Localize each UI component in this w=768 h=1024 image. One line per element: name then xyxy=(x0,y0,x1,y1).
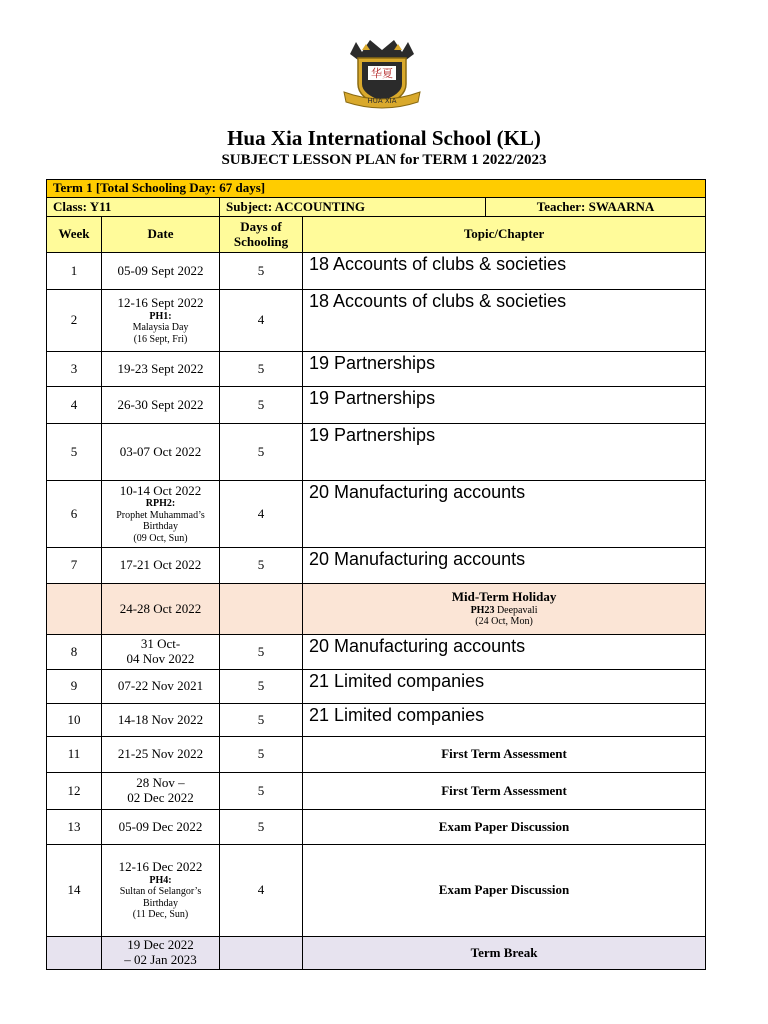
topic-cell: First Term Assessment xyxy=(303,737,706,773)
topic-cell: Exam Paper Discussion xyxy=(303,845,706,937)
date-text: 28 Nov – xyxy=(136,775,185,791)
table-row xyxy=(47,253,706,290)
public-holiday-text: Sultan of Selangor’s xyxy=(119,886,202,898)
teacher-label: Teacher: SWAARNA xyxy=(486,198,706,217)
days-cell: 5 xyxy=(220,548,303,584)
days-cell: 5 xyxy=(220,387,303,424)
date-text: 04 Nov 2022 xyxy=(126,651,195,666)
date-cell: 05-09 Sept 2022 xyxy=(102,253,220,290)
public-holiday-date: (16 Sept, Fri) xyxy=(133,333,188,345)
topic-cell: 19 Partnerships xyxy=(303,424,706,481)
topic-cell: 18 Accounts of clubs & societies xyxy=(303,253,706,290)
days-cell: 5 xyxy=(220,670,303,704)
week-cell: 3 xyxy=(47,352,102,387)
week-cell: 7 xyxy=(47,548,102,584)
date-cell xyxy=(102,937,220,970)
date-cell xyxy=(102,845,220,937)
school-crest-logo xyxy=(340,40,424,112)
holiday-cell xyxy=(303,584,706,635)
date-text: 31 Oct- xyxy=(140,636,181,652)
table-row xyxy=(47,290,706,352)
date-cell: 03-07 Oct 2022 xyxy=(102,424,220,481)
week-cell: 2 xyxy=(47,290,102,352)
days-cell: 4 xyxy=(220,290,303,352)
crest-ribbon-text: HUA XIA xyxy=(367,97,397,105)
days-cell: 5 xyxy=(220,253,303,290)
school-name: Hua Xia International School (KL) xyxy=(227,126,541,150)
public-holiday-date: (11 Dec, Sun) xyxy=(132,909,189,921)
week-cell: 12 xyxy=(47,773,102,810)
topic-cell: Term Break xyxy=(303,937,706,970)
week-cell: 11 xyxy=(47,737,102,773)
date-text: 10-14 Oct 2022 xyxy=(119,482,202,498)
days-cell: 5 xyxy=(220,810,303,845)
week-cell: 13 xyxy=(47,810,102,845)
date-text: 12-16 Dec 2022 xyxy=(118,859,203,875)
days-cell: 5 xyxy=(220,352,303,387)
col-topic-header: Topic/Chapter xyxy=(303,217,706,253)
days-cell: 5 xyxy=(220,737,303,773)
col-week-header: Week xyxy=(47,217,102,253)
holiday-row xyxy=(47,584,706,635)
days-cell: 5 xyxy=(220,424,303,481)
date-cell: 19-23 Sept 2022 xyxy=(102,352,220,387)
table-row xyxy=(47,635,706,670)
lesson-plan-table xyxy=(46,179,706,970)
topic-cell: 21 Limited companies xyxy=(303,670,706,704)
week-cell: 5 xyxy=(47,424,102,481)
public-holiday-text: Birthday xyxy=(143,897,178,909)
date-cell: 14-18 Nov 2022 xyxy=(102,704,220,737)
week-cell: 14 xyxy=(47,845,102,937)
topic-cell: 20 Manufacturing accounts xyxy=(303,548,706,584)
table-row xyxy=(47,548,706,584)
header-row xyxy=(47,217,706,253)
days-cell: 5 xyxy=(220,704,303,737)
week-cell: 10 xyxy=(47,704,102,737)
date-cell xyxy=(102,635,220,670)
week-cell: 4 xyxy=(47,387,102,424)
date-cell: 05-09 Dec 2022 xyxy=(102,810,220,845)
days-cell: 4 xyxy=(220,481,303,548)
topic-cell: 20 Manufacturing accounts xyxy=(303,481,706,548)
table-row xyxy=(47,773,706,810)
table-row xyxy=(47,670,706,704)
class-row xyxy=(47,198,706,217)
date-cell: 26-30 Sept 2022 xyxy=(102,387,220,424)
week-cell: 9 xyxy=(47,670,102,704)
week-cell: 6 xyxy=(47,481,102,548)
subject-label: Subject: ACCOUNTING xyxy=(220,198,486,217)
table-row xyxy=(47,481,706,548)
week-cell: 1 xyxy=(47,253,102,290)
public-holiday-label: RPH2: xyxy=(145,498,176,510)
holiday-date: (24 Oct, Mon) xyxy=(475,616,533,628)
crown-icon xyxy=(350,40,414,60)
term-row xyxy=(47,180,706,198)
week-cell xyxy=(47,584,102,635)
public-holiday-text: Prophet Muhammad’s xyxy=(116,509,205,521)
date-cell: 17-21 Oct 2022 xyxy=(102,548,220,584)
table-row xyxy=(47,845,706,937)
public-holiday-text: Malaysia Day xyxy=(132,322,189,334)
days-cell xyxy=(220,584,303,635)
date-cell: 24-28 Oct 2022 xyxy=(102,584,220,635)
date-cell xyxy=(102,290,220,352)
class-label: Class: Y11 xyxy=(47,198,220,217)
holiday-code: PH23 xyxy=(470,604,495,616)
holiday-title: Mid-Term Holiday xyxy=(451,589,557,605)
topic-cell: First Term Assessment xyxy=(303,773,706,810)
days-cell: 4 xyxy=(220,845,303,937)
date-cell: 21-25 Nov 2022 xyxy=(102,737,220,773)
topic-cell: 19 Partnerships xyxy=(303,387,706,424)
table-row xyxy=(47,424,706,481)
public-holiday-date: (09 Oct, Sun) xyxy=(133,532,188,544)
topic-cell: 20 Manufacturing accounts xyxy=(303,635,706,670)
date-text: – 02 Jan 2023 xyxy=(124,952,197,967)
date-text: 12-16 Sept 2022 xyxy=(117,294,204,310)
table-row xyxy=(47,387,706,424)
col-date-header: Date xyxy=(102,217,220,253)
public-holiday-label: PH1: xyxy=(149,310,172,322)
date-text: 19 Dec 2022 xyxy=(127,937,194,953)
col-days-header: Days of Schooling xyxy=(220,217,303,253)
week-cell xyxy=(47,937,102,970)
crest-emblem-text: 华夏 xyxy=(371,67,393,80)
topic-cell: 19 Partnerships xyxy=(303,352,706,387)
term-break-row xyxy=(47,937,706,970)
date-cell: 07-22 Nov 2021 xyxy=(102,670,220,704)
topic-cell: Exam Paper Discussion xyxy=(303,810,706,845)
week-cell: 8 xyxy=(47,635,102,670)
date-cell xyxy=(102,481,220,548)
days-cell xyxy=(220,937,303,970)
topic-cell: 21 Limited companies xyxy=(303,704,706,737)
days-cell: 5 xyxy=(220,773,303,810)
term-label: Term 1 [Total Schooling Day: 67 days] xyxy=(47,180,706,198)
table-row xyxy=(47,810,706,845)
days-cell: 5 xyxy=(220,635,303,670)
holiday-name: Deepavali xyxy=(494,604,538,616)
public-holiday-label: PH4: xyxy=(149,874,172,886)
topic-cell: 18 Accounts of clubs & societies xyxy=(303,290,706,352)
plan-title: SUBJECT LESSON PLAN for TERM 1 2022/2023 xyxy=(221,152,547,168)
public-holiday-text: Birthday xyxy=(143,521,178,533)
date-cell xyxy=(102,773,220,810)
table-row xyxy=(47,737,706,773)
table-row xyxy=(47,352,706,387)
date-text: 02 Dec 2022 xyxy=(127,790,194,805)
table-row xyxy=(47,704,706,737)
